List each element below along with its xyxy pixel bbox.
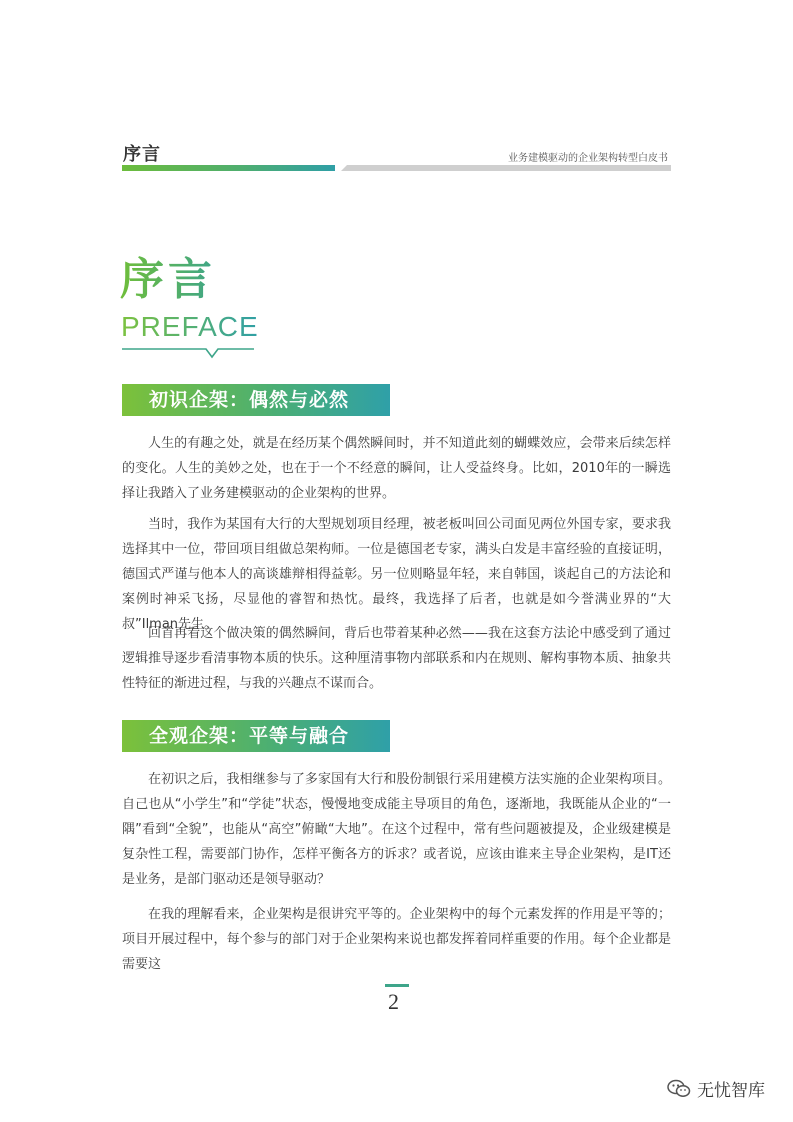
running-header-doc-title: 业务建模驱动的企业架构转型白皮书 [508,153,668,164]
section-banner-2 [122,720,390,752]
header-gray-bar [341,165,671,171]
page-title-cn: 序言 [120,252,216,308]
speech-bubble-underline [122,344,256,360]
paragraph-2-1: 在初识之后，我相继参与了多家国有大行和股份制银行采用建模方法实施的企业架构项目。自己也从“小学生”和“学徒”状态，慢慢地变成能主导项目的角色，逐渐地，我既能从企业的“一隅”看到“全貌”，也能从“高空”俯瞰“大地”。在这个过程中，常有些问题被提及，企业级建模是复杂性工程，需要部门协作，怎样平衡各方的诉求？或者说，应该由谁来主导企业架构，是IT还是业务，是部门驱动还是领导驱动？ [122,772,671,887]
watermark-text: 无忧智库 [697,1081,765,1101]
page-title-en: PREFACE [121,311,259,342]
page-number-line [385,984,409,987]
paragraph-2-2: 在我的理解看来，企业架构是很讲究平等的。企业架构中的每个元素发挥的作用是平等的；项目开展过程中，每个参与的部门对于企业架构来说也都发挥着同样重要的作用。每个企业都是需要这 [122,907,671,972]
watermark [667,1076,765,1101]
paragraph-1-3: 回首再看这个做决策的偶然瞬间，背后也带着某种必然——我在这套方法论中感受到了通过逻辑推导逐步看清事物本质的快乐。这种厘清事物内部联系和内在规则、解构事物本质、抽象共性特征的渐进过程，与我的兴趣点不谋而合。 [122,626,671,691]
section-banner-1 [122,384,390,416]
paragraph-1-2: 当时，我作为某国有大行的大型规划项目经理，被老板叫回公司面见两位外国专家，要求我选择其中一位，带回项目组做总架构师。一位是德国老专家，满头白发是丰富经验的直接证明，德国式严谨与他本人的高谈雄辩相得益彰。另一位则略显年轻，来自韩国，谈起自己的方法论和案例时神采飞扬，尽显他的睿智和热忱。最终，我选择了后者，也就是如今誉满业界的“大叔”Ilman先生。 [122,517,671,632]
section-heading-1: 初识企架：偶然与必然 [149,389,350,411]
paragraph-1-1: 人生的有趣之处，就是在经历某个偶然瞬间时，并不知道此刻的蝴蝶效应，会带来后续怎样的变化。人生的美妙之处，也在于一个不经意的瞬间，让人受益终身。比如，2010年的一瞬选择让我踏入了业务建模驱动的企业架构的世界。 [122,436,671,501]
running-header-title: 序言 [123,144,161,165]
wechat-icon [667,1079,691,1099]
header-accent-bar [122,165,335,171]
page-number: 2 [388,989,399,1014]
section-heading-2: 全观企架：平等与融合 [149,725,350,747]
